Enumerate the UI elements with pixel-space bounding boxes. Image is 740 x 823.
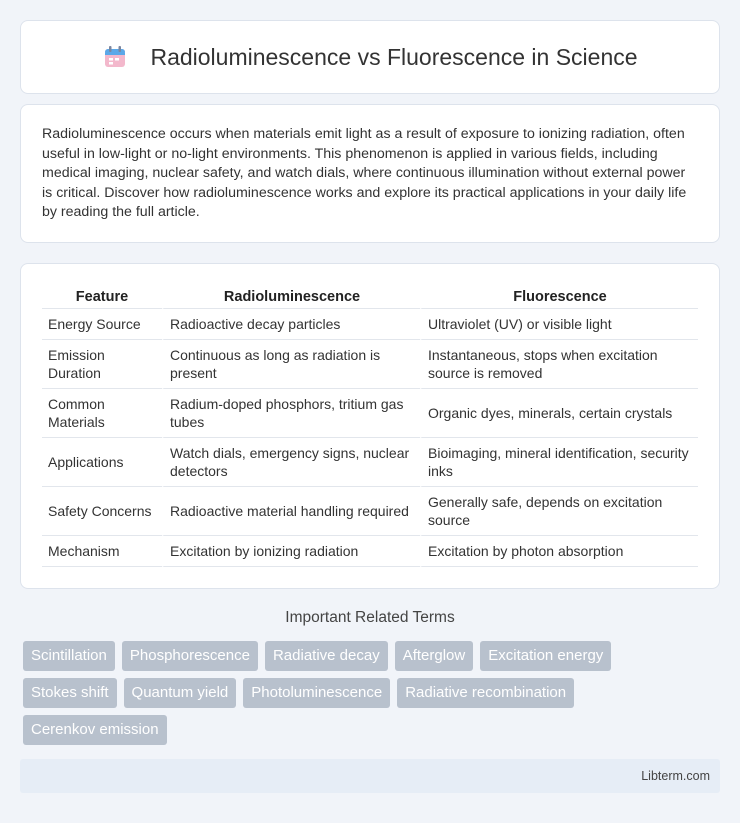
table-cell: Continuous as long as radiation is present <box>162 340 420 389</box>
table-cell: Organic dyes, minerals, certain crystals <box>420 389 698 438</box>
table-cell: Radium-doped phosphors, tritium gas tubes <box>162 389 420 438</box>
table-row <box>42 389 698 438</box>
related-terms-list <box>23 641 683 745</box>
related-term-tag[interactable]: Radiative recombination <box>397 678 574 708</box>
related-terms-title: Important Related Terms <box>285 609 455 626</box>
table-cell: Excitation by photon absorption <box>420 536 698 567</box>
table-header-row <box>42 282 698 309</box>
header-card <box>20 20 720 94</box>
table-cell: Radioactive decay particles <box>162 309 420 340</box>
intro-text: Radioluminescence occurs when materials emit light as a result of exposure to ionizing radiation, often useful in low-light or no-light environments. This phenomenon is applied in various fields, including medical imaging, nuclear safety, and watch dials, where continuous illumination without external power is critical. Discover how radioluminescence works and explore its practical applications in your daily life by reading the full article. <box>42 126 687 221</box>
table-cell: Generally safe, depends on excitation source <box>420 487 698 536</box>
table-cell: Emission Duration <box>42 340 162 389</box>
related-term-tag[interactable]: Quantum yield <box>124 678 237 708</box>
related-term-tag[interactable]: Radiative decay <box>265 641 388 671</box>
related-term-tag[interactable]: Photoluminescence <box>243 678 390 708</box>
table-row <box>42 536 698 567</box>
related-term-tag[interactable]: Excitation energy <box>480 641 611 671</box>
table-row <box>42 340 698 389</box>
table-cell: Applications <box>42 438 162 487</box>
column-header-radioluminescence: Radioluminescence <box>162 282 420 309</box>
table-row <box>42 438 698 487</box>
related-term-tag[interactable]: Afterglow <box>395 641 474 671</box>
table-cell: Radioactive material handling required <box>162 487 420 536</box>
table-row <box>42 487 698 536</box>
column-header-feature: Feature <box>42 282 162 309</box>
related-term-tag[interactable]: Stokes shift <box>23 678 117 708</box>
footer <box>20 759 720 793</box>
table-cell: Energy Source <box>42 309 162 340</box>
table-cell: Watch dials, emergency signs, nuclear detectors <box>162 438 420 487</box>
column-header-fluorescence: Fluorescence <box>420 282 698 309</box>
related-term-tag[interactable]: Cerenkov emission <box>23 715 167 745</box>
calendar-icon <box>102 44 128 70</box>
table-cell: Excitation by ionizing radiation <box>162 536 420 567</box>
related-term-tag[interactable]: Scintillation <box>23 641 115 671</box>
page-title: Radioluminescence vs Fluorescence in Science <box>150 43 638 70</box>
table-cell: Instantaneous, stops when excitation source is removed <box>420 340 698 389</box>
table-row <box>42 309 698 340</box>
table-cell: Bioimaging, mineral identification, security inks <box>420 438 698 487</box>
table-cell: Ultraviolet (UV) or visible light <box>420 309 698 340</box>
comparison-table <box>42 282 698 567</box>
table-cell: Common Materials <box>42 389 162 438</box>
table-cell: Safety Concerns <box>42 487 162 536</box>
comparison-table-card <box>20 263 720 589</box>
footer-brand-link[interactable]: Libterm.com <box>641 769 710 783</box>
related-term-tag[interactable]: Phosphorescence <box>122 641 258 671</box>
intro-card <box>20 104 720 243</box>
table-cell: Mechanism <box>42 536 162 567</box>
